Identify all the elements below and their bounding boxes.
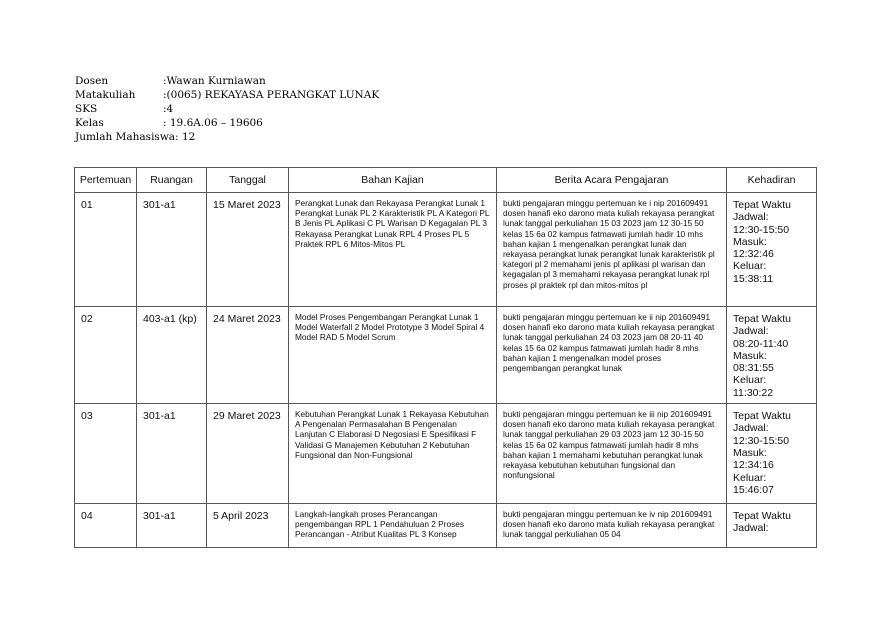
- cell-pertemuan: 02: [75, 307, 137, 404]
- kehadiran-jadwal-label: Jadwal:: [733, 422, 769, 435]
- cell-kehadiran: [727, 504, 817, 548]
- table-row: [75, 404, 817, 504]
- cell-kehadiran: [727, 193, 817, 307]
- table-row: [75, 504, 817, 548]
- col-header-ruangan: Ruangan: [137, 168, 207, 193]
- cell-berita-acara: bukti pengajaran minggu pertemuan ke i nip 201609491 dosen hanafi eko darono mata kuliah rekayasa perangkat lunak tanggal perkuliahan 15 03 2023 jam 12 30-15 50 kelas 15 6a 02 kampus fatmawati jumlah hadir 10 mhs bahan kajian 1 mengenalkan perangkat lunak dan rekayasa perangkat lunak perangkat lunak karakteristik pl kategori pl 2 memahami jenis pl aplikasi pl warisan dan kegagalan pl 3 memahami rekayasa perangkat lunak rpl proses pl praktek rpl dan mitos-mitos pl: [497, 193, 727, 307]
- kehadiran-masuk: 12:34:16: [733, 459, 774, 472]
- dosen-row: [75, 74, 266, 88]
- jumlah-value: : 12: [175, 131, 196, 143]
- sks-value: :4: [163, 103, 174, 115]
- cell-bahan-kajian: Model Proses Pengembangan Perangkat Lunak 1 Model Waterfall 2 Model Prototype 3 Model Spiral 4 Model RAD 5 Model Scrum: [289, 307, 497, 404]
- col-header-bahan-kajian: Bahan Kajian: [289, 168, 497, 193]
- kehadiran-status: Tepat Waktu: [733, 510, 791, 523]
- kehadiran-jadwal: 12:30-15:50: [733, 223, 790, 236]
- kelas-value: : 19.6A.06 – 19606: [163, 117, 263, 129]
- kehadiran-jadwal-label: Jadwal:: [733, 211, 769, 224]
- table-header-row: [75, 168, 817, 193]
- cell-tanggal: 5 April 2023: [207, 504, 289, 548]
- kelas-row: [75, 116, 263, 130]
- kehadiran-jadwal-label: Jadwal:: [733, 325, 769, 338]
- kehadiran-jadwal: 08:20-11:40: [733, 337, 789, 350]
- cell-bahan-kajian: Perangkat Lunak dan Rekayasa Perangkat Lunak 1 Perangkat Lunak PL 2 Karakteristik PL A Kategori PL B Jenis PL Aplikasi C PL Warisan D Kegagalan PL 3 Rekayasa Perangkat Lunak RPL 4 Proses PL 5 Praktek RPL 6 Mitos-Mitos PL: [289, 193, 497, 307]
- cell-bahan-kajian: Kebutuhan Perangkat Lunak 1 Rekayasa Kebutuhan A Pengenalan Permasalahan B Pengenalan Lanjutan C Elaborasi D Negosiasi E Spesifikasi F Validasi G Manajemen Kebutuhan 2 Kebutuhan Fungsional dan Non-Fungsional: [289, 404, 497, 504]
- cell-ruangan: 403-a1 (kp): [137, 307, 207, 404]
- jumlah-label: Jumlah Mahasiswa: [75, 131, 176, 143]
- col-header-berita-acara: Berita Acara Pengajaran: [497, 168, 727, 193]
- cell-berita-acara: bukti pengajaran minggu pertemuan ke ii nip 201609491 dosen hanafi eko darono mata kuliah rekayasa perangkat lunak tanggal perkuliahan 24 03 2023 jam 08 20-11 40 kelas 15 6a 02 kampus fatmawati jumlah hadir 8 mhs bahan kajian 1 mengenalkan model proses pengembangan perangkat lunak: [497, 307, 727, 404]
- table-row: [75, 193, 817, 307]
- kehadiran-status: Tepat Waktu: [733, 313, 791, 325]
- kelas-label: Kelas: [75, 117, 104, 129]
- cell-pertemuan: 04: [75, 504, 137, 548]
- col-header-pertemuan: Pertemuan: [75, 168, 137, 193]
- cell-tanggal: 29 Maret 2023: [207, 404, 289, 504]
- cell-kehadiran: [727, 404, 817, 504]
- cell-bahan-kajian: [289, 504, 497, 548]
- cell-berita-acara: bukti pengajaran minggu pertemuan ke iii nip 201609491 dosen hanafi eko darono mata kuliah rekayasa perangkat lunak tanggal perkuliahan 29 03 2023 jam 12 30-15 50 kelas 15 6a 02 kampus fatmawati jumlah hadir 8 mhs bahan kajian 1 memahami kebutuhan perangkat lunak rekayasa kebutuhan kebutuhan fungsional dan nonfungsional: [497, 404, 727, 504]
- kehadiran-status: Tepat Waktu: [733, 410, 791, 423]
- cell-pertemuan: 01: [75, 193, 137, 307]
- kehadiran-keluar: 15:46:07: [733, 483, 774, 496]
- table-row: [75, 307, 817, 404]
- cell-ruangan: 301-a1: [137, 404, 207, 504]
- kehadiran-jadwal-label: Jadwal:: [733, 522, 769, 535]
- kehadiran-masuk: 12:32:46: [733, 248, 774, 261]
- kehadiran-keluar-label: Keluar:: [733, 374, 767, 387]
- cell-kehadiran: [727, 307, 817, 404]
- kehadiran-keluar-label: Keluar:: [733, 471, 767, 484]
- sks-row: [75, 102, 195, 116]
- cell-pertemuan: 03: [75, 404, 137, 504]
- kehadiran-masuk: 08:31:55: [733, 362, 774, 375]
- col-header-tanggal: Tanggal: [207, 168, 289, 193]
- matakuliah-value: :(0065) REKAYASA PERANGKAT LUNAK: [163, 89, 380, 101]
- cell-ruangan: 301-a1: [137, 504, 207, 548]
- col-header-kehadiran: Kehadiran: [727, 168, 817, 193]
- kehadiran-jadwal: 12:30-15:50: [733, 434, 790, 447]
- kehadiran-keluar: 11:30:22: [733, 386, 774, 399]
- dosen-label: Dosen: [75, 75, 109, 87]
- kehadiran-masuk-label: Masuk:: [733, 235, 767, 248]
- kehadiran-status: Tepat Waktu: [733, 199, 791, 211]
- matakuliah-label: Matakuliah: [75, 89, 136, 101]
- kehadiran-keluar: 15:38:11: [733, 272, 774, 285]
- attendance-table: [74, 167, 817, 548]
- course-header: [75, 74, 380, 144]
- cell-tanggal: 24 Maret 2023: [207, 307, 289, 404]
- sks-label: SKS: [75, 103, 98, 115]
- cell-berita-acara: [497, 504, 727, 548]
- matakuliah-row: [75, 88, 380, 102]
- bahan-kajian-text: Langkah-langkah proses Perancangan pengembangan RPL 1 Pendahuluan 2 Proses Perancangan - Atribut Kualitas PL 3 Konsep: [295, 509, 464, 540]
- kehadiran-masuk-label: Masuk:: [733, 349, 767, 362]
- dosen-value: :Wawan Kurniawan: [163, 75, 266, 87]
- kehadiran-masuk-label: Masuk:: [733, 446, 767, 459]
- cell-ruangan: 301-a1: [137, 193, 207, 307]
- cell-tanggal: 15 Maret 2023: [207, 193, 289, 307]
- kehadiran-keluar-label: Keluar:: [733, 260, 767, 273]
- jumlah-row: [75, 130, 195, 144]
- berita-acara-text: bukti pengajaran minggu pertemuan ke iv nip 201609491 dosen hanafi eko darono mata kuliah rekayasa perangkat lunak tanggal perkuliahan 05 04: [503, 509, 715, 540]
